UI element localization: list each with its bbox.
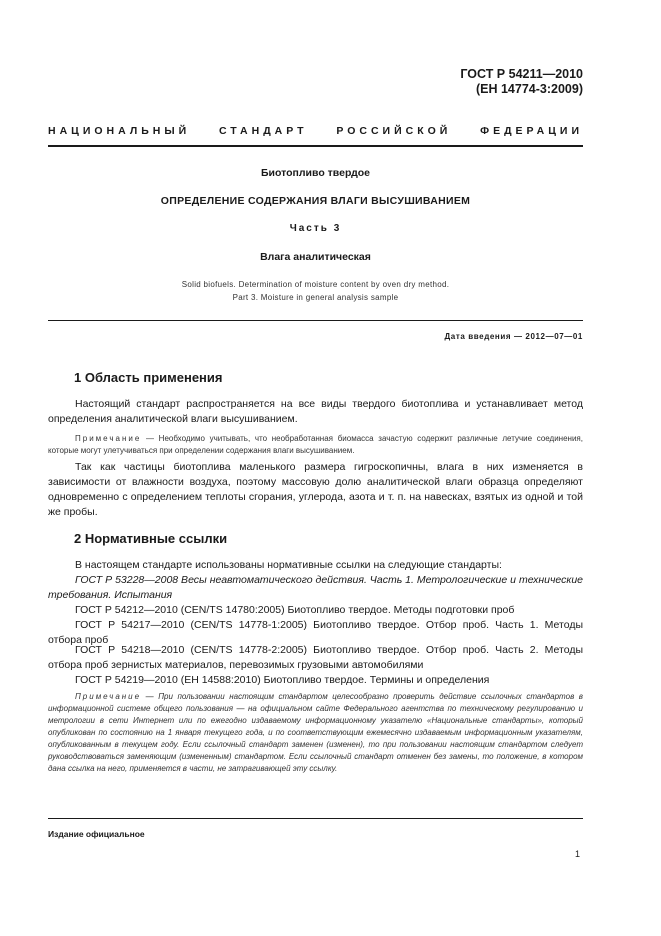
page-number: 1 <box>574 849 580 859</box>
national-standard-banner <box>48 125 583 137</box>
reference-item: ГОСТ Р 54217—2010 (CEN/TS 14778-1:2005) Биотопливо твердое. Отбор проб. Часть 1. Методы отбора проб <box>48 619 583 646</box>
banner-word: РОССИЙСКОЙ <box>336 125 452 137</box>
part-title: Влага аналитическая <box>260 251 371 263</box>
main-title: ОПРЕДЕЛЕНИЕ СОДЕРЖАНИЯ ВЛАГИ ВЫСУШИВАНИЕМ <box>160 195 471 207</box>
standard-designation: ГОСТ Р 54211—2010 <box>460 67 583 81</box>
reference-item: ГОСТ Р 54218—2010 (CEN/TS 14778-2:2005) Биотопливо твердое. Отбор проб. Часть 2. Методы отбора проб зернистых материалов, перевозимых грузовыми автомобилями <box>48 644 583 671</box>
english-title-line-2: Part 3. Moisture in general analysis sample <box>232 293 399 302</box>
footer-rule <box>48 818 583 819</box>
note-label: Примечание <box>75 692 142 701</box>
english-title-line-1: Solid biofuels. Determination of moisture content by oven dry method. <box>181 280 450 289</box>
banner-word: СТАНДАРТ <box>218 125 308 137</box>
section-1-note <box>48 433 583 457</box>
official-edition: Издание официальное <box>48 829 145 839</box>
part-number: Часть 3 <box>289 223 342 234</box>
reference-item: ГОСТ Р 53228—2008 Весы неавтоматического действия. Часть 1. Метрологические и технические требования. Испытания <box>48 574 583 601</box>
note-text: — Необходимо учитывать, что необработанная биомасса зачастую содержит различные летучие соединения, которые могут улетучиваться при определении содержания влаги высушиванием. <box>48 434 583 455</box>
note-label: Примечание <box>75 434 142 443</box>
section-1-paragraph-2: Так как частицы биотоплива маленького размера гигроскопичны, влага в них изменяется в зависимости от влажности воздуха, поэтому массовую долю аналитической влаги образца определяют одновременно с определением теплоты сгорания, углерода, азота и т. п. на навесках, взятых из одной и той же пробы. <box>48 461 583 518</box>
section-2-heading: 2 Нормативные ссылки <box>74 531 228 546</box>
top-rule <box>48 145 583 147</box>
note-text: — При пользовании настоящим стандартом целесообразно проверить действие ссылочных стандартов в информационной системе общего пользования — на официальном сайте Федерального агентства по техническому регулированию и метрологии в сети Интернет или по ежегодно издаваемому информационному указателю «Национальные стандарты», который опубликован по состоянию на 1 января текущего года, и по соответствующим ежемесячно издаваемым информационным указателям, опубликованным в текущем году. Если ссылочный стандарт заменен (изменен), то при пользовании настоящим стандартом следует руководствоваться заменяющим (измененным) стандартом. Если ссылочный стандарт отменен без замены, то положение, в котором дана ссылка на него, применяется в части, не затрагивающей эту ссылку. <box>48 692 583 773</box>
reference-item: ГОСТ Р 54219—2010 (EH 14588:2010) Биотопливо твердое. Термины и определения <box>75 674 490 686</box>
banner-word: ФЕДЕРАЦИИ <box>480 125 583 137</box>
section-1-heading: 1 Область применения <box>74 370 223 385</box>
section-2-note <box>48 691 583 775</box>
section-1-paragraph-1: Настоящий стандарт распространяется на все виды твердого биотоплива и устанавливает метод определения аналитической влаги высушиванием. <box>48 398 583 425</box>
section-2-intro: В настоящем стандарте использованы нормативные ссылки на следующие стандарты: <box>75 559 502 571</box>
date-of-introduction: Дата введения — 2012—07—01 <box>444 332 583 341</box>
en-designation: (EH 14774-3:2009) <box>475 82 583 96</box>
reference-item: ГОСТ Р 54212—2010 (CEN/TS 14780:2005) Биотопливо твердое. Методы подготовки проб <box>75 604 515 616</box>
title-rule <box>48 320 583 321</box>
subject-title: Биотопливо твердое <box>260 167 371 179</box>
banner-word: НАЦИОНАЛЬНЫЙ <box>48 125 191 137</box>
